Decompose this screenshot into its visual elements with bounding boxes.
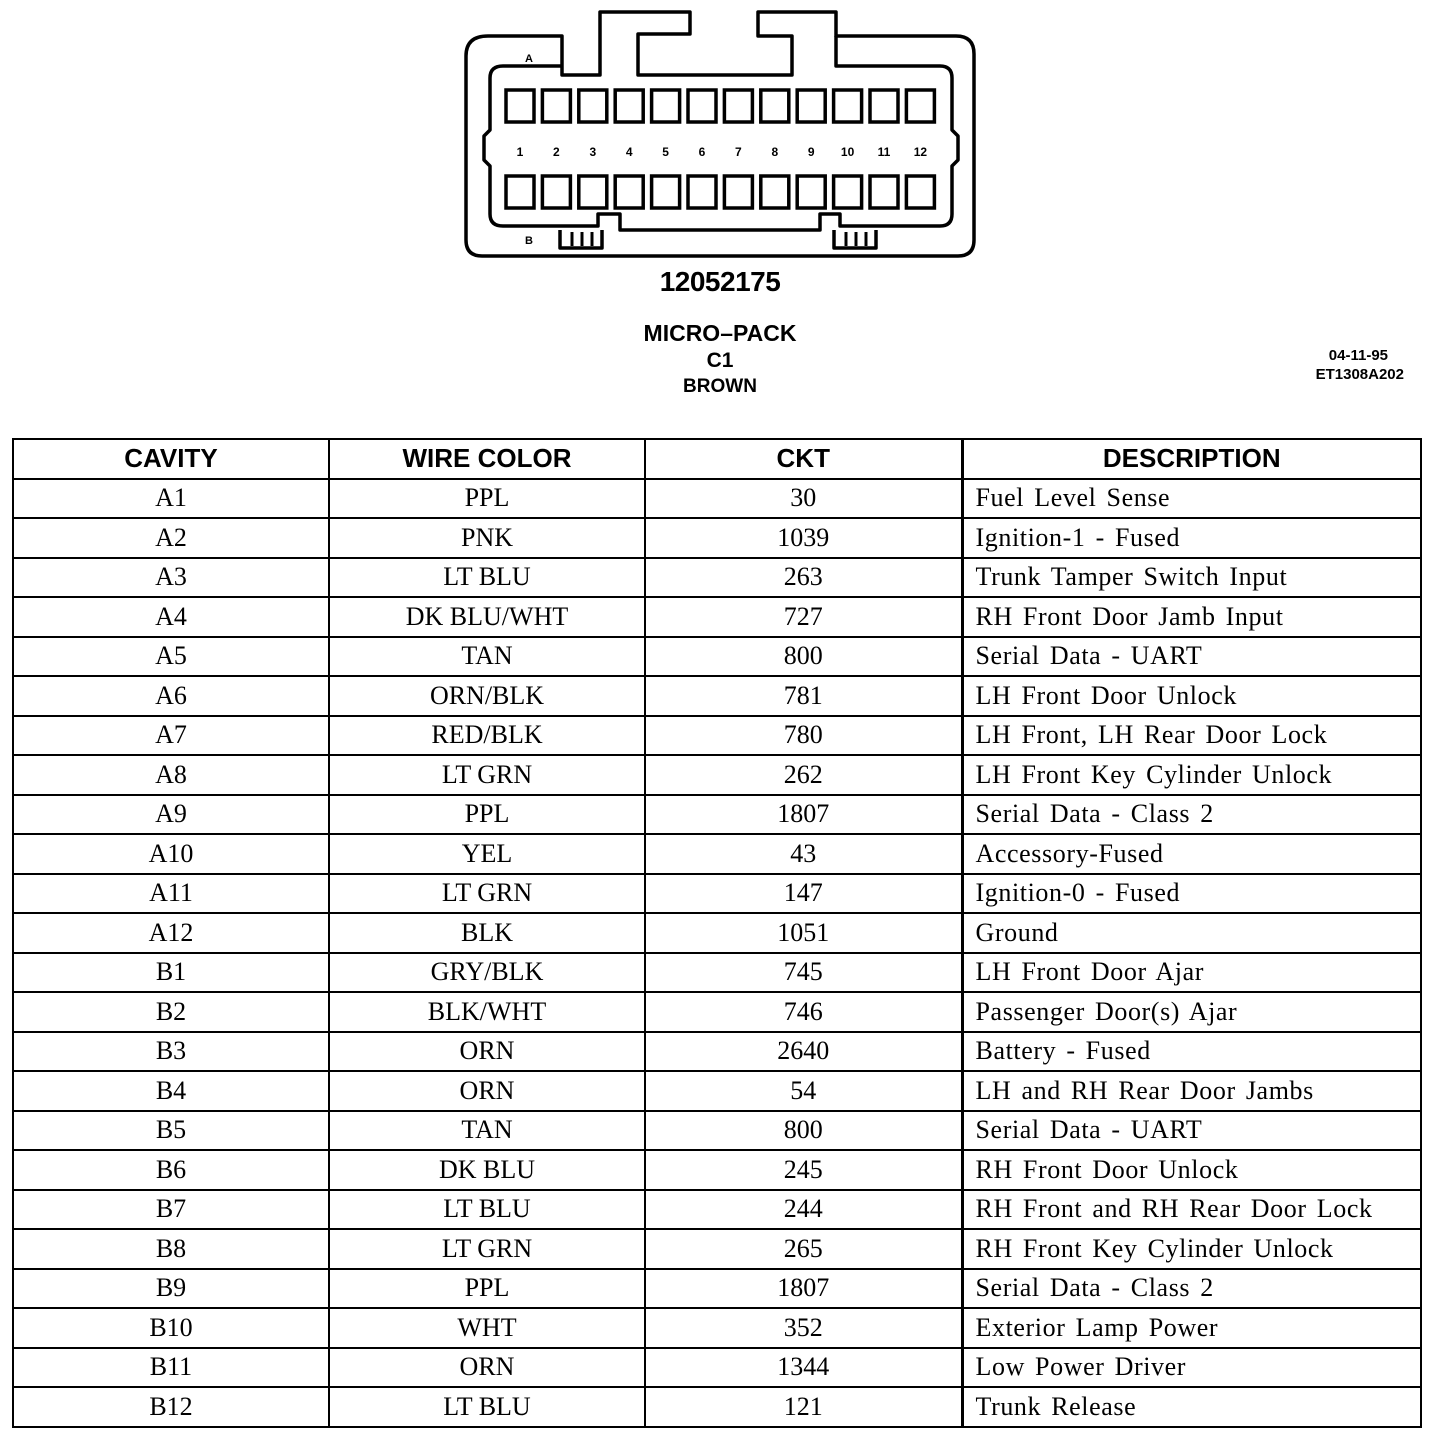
cavity-a-8 <box>761 90 789 122</box>
wire-color-cell: PPL <box>329 1269 645 1309</box>
description-cell: Exterior Lamp Power <box>962 1308 1421 1348</box>
description-cell: LH and RH Rear Door Jambs <box>962 1071 1421 1111</box>
description-cell: Passenger Door(s) Ajar <box>962 992 1421 1032</box>
cavity-cell: A7 <box>13 716 329 756</box>
wire-color-cell: DK BLU <box>329 1150 645 1190</box>
cavity-cell: A1 <box>13 479 329 519</box>
table-row <box>13 874 1421 914</box>
cavity-a-2 <box>542 90 570 122</box>
description-cell: Accessory-Fused <box>962 834 1421 874</box>
ckt-cell: 30 <box>645 479 962 519</box>
description-cell: Battery - Fused <box>962 1032 1421 1072</box>
header-cavity: CAVITY <box>13 439 329 479</box>
cavity-cell: B3 <box>13 1032 329 1072</box>
reference-code: ET1308A202 <box>1315 366 1404 383</box>
description-cell: Low Power Driver <box>962 1348 1421 1388</box>
table-row <box>13 716 1421 756</box>
cavity-a-4 <box>615 90 643 122</box>
wire-color-cell: BLK <box>329 913 645 953</box>
cavity-a-12 <box>906 90 934 122</box>
row-b-cavities <box>506 176 934 208</box>
description-cell: RH Front and RH Rear Door Lock <box>962 1190 1421 1230</box>
wire-color-cell: YEL <box>329 834 645 874</box>
table-row <box>13 1348 1421 1388</box>
ckt-cell: 244 <box>645 1190 962 1230</box>
cavity-b-12 <box>906 176 934 208</box>
ckt-cell: 43 <box>645 834 962 874</box>
table-row <box>13 1071 1421 1111</box>
wire-color-cell: LT GRN <box>329 1229 645 1269</box>
wire-color-cell: RED/BLK <box>329 716 645 756</box>
description-cell: RH Front Key Cylinder Unlock <box>962 1229 1421 1269</box>
connector-type-label: MICRO–PACK <box>643 320 797 346</box>
description-cell: LH Front Door Ajar <box>962 953 1421 993</box>
ckt-cell: 265 <box>645 1229 962 1269</box>
pin-number-label: 9 <box>807 145 815 159</box>
wire-color-cell: PNK <box>329 518 645 558</box>
ckt-cell: 781 <box>645 676 962 716</box>
cavity-cell: A3 <box>13 558 329 598</box>
table-row <box>13 518 1421 558</box>
cavity-b-7 <box>724 176 752 208</box>
row-a-label: A <box>525 53 533 65</box>
ckt-cell: 262 <box>645 755 962 795</box>
wire-color-cell: DK BLU/WHT <box>329 597 645 637</box>
table-row <box>13 1229 1421 1269</box>
pin-number-label: 3 <box>589 145 597 159</box>
ckt-cell: 147 <box>645 874 962 914</box>
reference-date: 04-11-95 <box>1328 347 1388 364</box>
wire-color-cell: PPL <box>329 479 645 519</box>
table-header-row <box>13 439 1421 479</box>
ckt-cell: 1344 <box>645 1348 962 1388</box>
description-cell: Trunk Tamper Switch Input <box>962 558 1421 598</box>
cavity-b-5 <box>652 176 680 208</box>
cavity-cell: A5 <box>13 637 329 677</box>
wire-color-cell: ORN/BLK <box>329 676 645 716</box>
cavity-cell: B2 <box>13 992 329 1032</box>
table-row <box>13 913 1421 953</box>
table-row <box>13 479 1421 519</box>
ckt-cell: 121 <box>645 1387 962 1427</box>
wire-color-cell: BLK/WHT <box>329 992 645 1032</box>
header-wire-color: WIRE COLOR <box>329 439 645 479</box>
cavity-cell: B11 <box>13 1348 329 1388</box>
wire-color-cell: TAN <box>329 1111 645 1151</box>
wire-color-cell: LT GRN <box>329 874 645 914</box>
description-cell: Ignition-1 - Fused <box>962 518 1421 558</box>
cavity-b-10 <box>834 176 862 208</box>
table-row <box>13 1269 1421 1309</box>
table-row <box>13 992 1421 1032</box>
cavity-a-9 <box>797 90 825 122</box>
header-description: DESCRIPTION <box>962 439 1421 479</box>
cavity-cell: A9 <box>13 795 329 835</box>
ckt-cell: 352 <box>645 1308 962 1348</box>
table-row <box>13 795 1421 835</box>
connector-color-label: BROWN <box>683 376 757 397</box>
cavity-b-1 <box>506 176 534 208</box>
ckt-cell: 745 <box>645 953 962 993</box>
table-row <box>13 1111 1421 1151</box>
wire-color-cell: TAN <box>329 637 645 677</box>
cavity-cell: B1 <box>13 953 329 993</box>
table-row <box>13 597 1421 637</box>
description-cell: LH Front Door Unlock <box>962 676 1421 716</box>
cavity-cell: A10 <box>13 834 329 874</box>
table-row <box>13 1190 1421 1230</box>
cavity-cell: B5 <box>13 1111 329 1151</box>
cavity-b-4 <box>615 176 643 208</box>
table-row <box>13 676 1421 716</box>
cavity-b-3 <box>579 176 607 208</box>
connector-id-label: C1 <box>706 349 734 372</box>
pin-number-label: 12 <box>913 145 928 159</box>
wire-color-cell: LT BLU <box>329 1190 645 1230</box>
cavity-cell: B12 <box>13 1387 329 1427</box>
wire-color-cell: LT BLU <box>329 558 645 598</box>
description-cell: Fuel Level Sense <box>962 479 1421 519</box>
part-number: 12052175 <box>659 266 781 297</box>
connector-inner-outline <box>484 36 958 230</box>
cavity-a-7 <box>724 90 752 122</box>
cavity-a-6 <box>688 90 716 122</box>
table-row <box>13 637 1421 677</box>
wire-color-cell: WHT <box>329 1308 645 1348</box>
wire-color-cell: ORN <box>329 1348 645 1388</box>
cavity-cell: B9 <box>13 1269 329 1309</box>
pin-number-label: 11 <box>877 145 891 159</box>
pin-number-label: 2 <box>553 145 560 159</box>
pin-number-label: 8 <box>771 145 779 159</box>
ckt-cell: 800 <box>645 1111 962 1151</box>
connector-housing-outline <box>466 12 974 256</box>
ckt-cell: 54 <box>645 1071 962 1111</box>
ckt-cell: 1051 <box>645 913 962 953</box>
cavity-a-10 <box>834 90 862 122</box>
pin-number-label: 7 <box>735 145 742 159</box>
wire-color-cell: PPL <box>329 795 645 835</box>
table-row <box>13 755 1421 795</box>
table-row <box>13 558 1421 598</box>
table-row <box>13 1308 1421 1348</box>
cavity-b-6 <box>688 176 716 208</box>
ckt-cell: 2640 <box>645 1032 962 1072</box>
ckt-cell: 1807 <box>645 1269 962 1309</box>
cavity-cell: B8 <box>13 1229 329 1269</box>
description-cell: Serial Data - UART <box>962 637 1421 677</box>
pin-number-label: 6 <box>698 145 706 159</box>
ckt-cell: 800 <box>645 637 962 677</box>
header-ckt: CKT <box>645 439 962 479</box>
description-cell: Ignition-0 - Fused <box>962 874 1421 914</box>
cavity-b-9 <box>797 176 825 208</box>
cavity-cell: A11 <box>13 874 329 914</box>
cavity-cell: A6 <box>13 676 329 716</box>
wire-color-cell: LT GRN <box>329 755 645 795</box>
cavity-a-3 <box>579 90 607 122</box>
ckt-cell: 727 <box>645 597 962 637</box>
pin-number-label: 5 <box>662 145 669 159</box>
cavity-cell: B10 <box>13 1308 329 1348</box>
row-a-cavities <box>506 90 934 122</box>
cavity-cell: A2 <box>13 518 329 558</box>
ckt-cell: 746 <box>645 992 962 1032</box>
cavity-b-2 <box>542 176 570 208</box>
cavity-a-11 <box>870 90 898 122</box>
ckt-cell: 263 <box>645 558 962 598</box>
cavity-b-11 <box>870 176 898 208</box>
row-b-label: B <box>525 235 533 247</box>
table-row <box>13 953 1421 993</box>
cavity-b-8 <box>761 176 789 208</box>
pinout-rows <box>13 479 1421 1427</box>
pin-number-labels <box>517 145 928 159</box>
pinout-table <box>12 438 1422 1428</box>
ckt-cell: 780 <box>645 716 962 756</box>
ckt-cell: 1039 <box>645 518 962 558</box>
table-row <box>13 1387 1421 1427</box>
description-cell: Serial Data - Class 2 <box>962 1269 1421 1309</box>
wire-color-cell: LT BLU <box>329 1387 645 1427</box>
cavity-a-5 <box>652 90 680 122</box>
pin-number-label: 1 <box>516 145 524 159</box>
wire-color-cell: GRY/BLK <box>329 953 645 993</box>
ckt-cell: 245 <box>645 1150 962 1190</box>
description-cell: Trunk Release <box>962 1387 1421 1427</box>
cavity-a-1 <box>506 90 534 122</box>
table-row <box>13 834 1421 874</box>
cavity-cell: A12 <box>13 913 329 953</box>
description-cell: LH Front, LH Rear Door Lock <box>962 716 1421 756</box>
pin-number-label: 4 <box>625 145 633 159</box>
ckt-cell: 1807 <box>645 795 962 835</box>
cavity-cell: B7 <box>13 1190 329 1230</box>
wire-color-cell: ORN <box>329 1071 645 1111</box>
description-cell: RH Front Door Unlock <box>962 1150 1421 1190</box>
wire-color-cell: ORN <box>329 1032 645 1072</box>
cavity-cell: A4 <box>13 597 329 637</box>
cavity-cell: B4 <box>13 1071 329 1111</box>
cavity-cell: A8 <box>13 755 329 795</box>
description-cell: LH Front Key Cylinder Unlock <box>962 755 1421 795</box>
pin-number-label: 10 <box>840 145 855 159</box>
cavity-cell: B6 <box>13 1150 329 1190</box>
table-row <box>13 1150 1421 1190</box>
description-cell: RH Front Door Jamb Input <box>962 597 1421 637</box>
description-cell: Serial Data - Class 2 <box>962 795 1421 835</box>
description-cell: Serial Data - UART <box>962 1111 1421 1151</box>
table-row <box>13 1032 1421 1072</box>
description-cell: Ground <box>962 913 1421 953</box>
